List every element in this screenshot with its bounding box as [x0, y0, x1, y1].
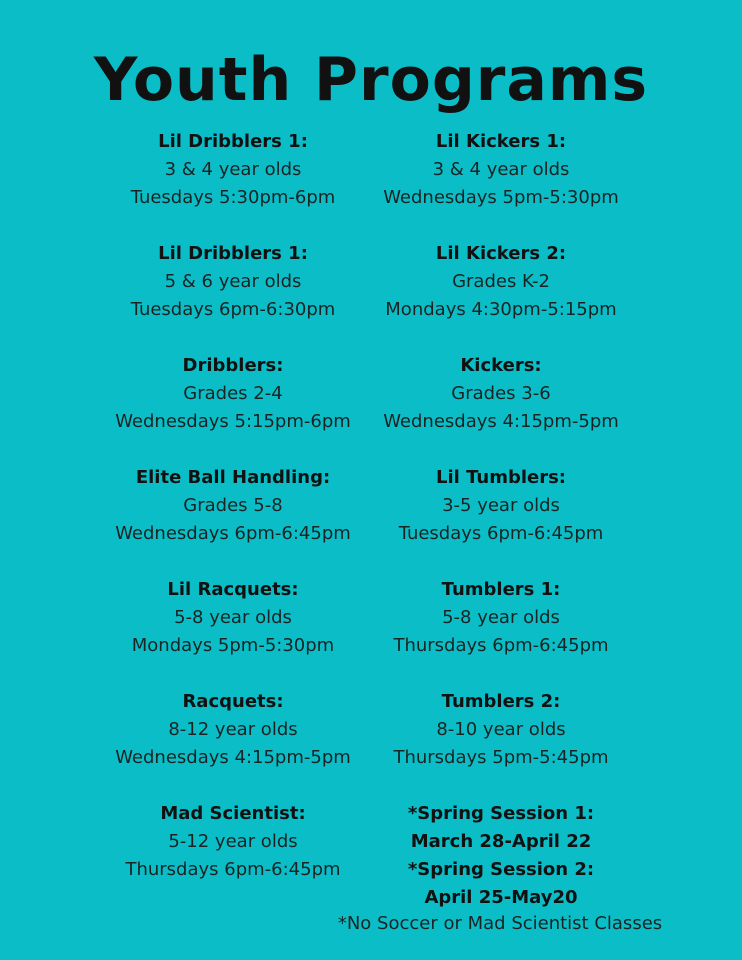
left-program-column [98, 128, 368, 912]
program-lil-dribblers-1b [98, 240, 368, 352]
program-elite-ball-handling [98, 464, 368, 576]
program-dribblers [98, 352, 368, 464]
program-name: Tumblers 2: [441, 691, 561, 712]
program-time: Tuesdays 6pm-6:30pm [130, 299, 336, 320]
program-name: Mad Scientist: [160, 803, 306, 824]
right-program-column [366, 128, 636, 912]
program-name: Lil Tumblers: [436, 467, 566, 488]
program-time: Wednesdays 6pm-6:45pm [115, 523, 351, 544]
program-ages: Grades K-2 [452, 271, 550, 292]
program-tumblers-1 [366, 576, 636, 688]
program-lil-dribblers-1a [98, 128, 368, 240]
program-kickers [366, 352, 636, 464]
program-name: Kickers: [460, 355, 542, 376]
program-time: Wednesdays 4:15pm-5pm [383, 411, 619, 432]
program-name: Tumblers 1: [441, 579, 561, 600]
program-time: Tuesdays 6pm-6:45pm [398, 523, 604, 544]
footnote: *No Soccer or Mad Scientist Classes [337, 913, 663, 934]
program-ages: 3-5 year olds [442, 495, 560, 516]
program-name: Racquets: [182, 691, 284, 712]
program-time: Mondays 4:30pm-5:15pm [385, 299, 617, 320]
session-1-label: *Spring Session 1: [407, 803, 595, 824]
spring-sessions [366, 800, 636, 912]
program-lil-kickers-2 [366, 240, 636, 352]
program-time: Wednesdays 4:15pm-5pm [115, 747, 351, 768]
program-ages: Grades 2-4 [183, 383, 283, 404]
program-ages: 3 & 4 year olds [164, 159, 302, 180]
program-time: Thursdays 5pm-5:45pm [393, 747, 609, 768]
program-time: Thursdays 6pm-6:45pm [125, 859, 341, 880]
program-name: Lil Dribblers 1: [158, 243, 308, 264]
program-lil-tumblers [366, 464, 636, 576]
program-ages: 8-12 year olds [168, 719, 298, 740]
program-ages: Grades 3-6 [451, 383, 551, 404]
program-lil-racquets [98, 576, 368, 688]
program-time: Wednesdays 5:15pm-6pm [115, 411, 351, 432]
program-racquets [98, 688, 368, 800]
program-name: Lil Kickers 1: [435, 131, 567, 152]
program-time: Tuesdays 5:30pm-6pm [130, 187, 336, 208]
program-ages: 5-12 year olds [168, 831, 298, 852]
program-tumblers-2 [366, 688, 636, 800]
program-time: Wednesdays 5pm-5:30pm [383, 187, 619, 208]
program-ages: 8-10 year olds [436, 719, 566, 740]
session-1-dates: March 28-April 22 [410, 831, 592, 852]
program-time: Thursdays 6pm-6:45pm [393, 635, 609, 656]
page-title: Youth Programs [93, 45, 649, 115]
program-name: Elite Ball Handling: [135, 467, 331, 488]
program-ages: 5 & 6 year olds [164, 271, 302, 292]
program-ages: 5-8 year olds [174, 607, 292, 628]
program-ages: 5-8 year olds [442, 607, 560, 628]
program-time: Mondays 5pm-5:30pm [131, 635, 335, 656]
program-mad-scientist [98, 800, 368, 912]
program-name: Lil Dribblers 1: [158, 131, 308, 152]
session-2-dates: April 25-May20 [424, 887, 578, 908]
program-ages: Grades 5-8 [183, 495, 283, 516]
program-lil-kickers-1 [366, 128, 636, 240]
program-name: Lil Racquets: [167, 579, 299, 600]
program-name: Dribblers: [182, 355, 284, 376]
program-name: Lil Kickers 2: [435, 243, 567, 264]
session-2-label: *Spring Session 2: [407, 859, 595, 880]
program-ages: 3 & 4 year olds [432, 159, 570, 180]
